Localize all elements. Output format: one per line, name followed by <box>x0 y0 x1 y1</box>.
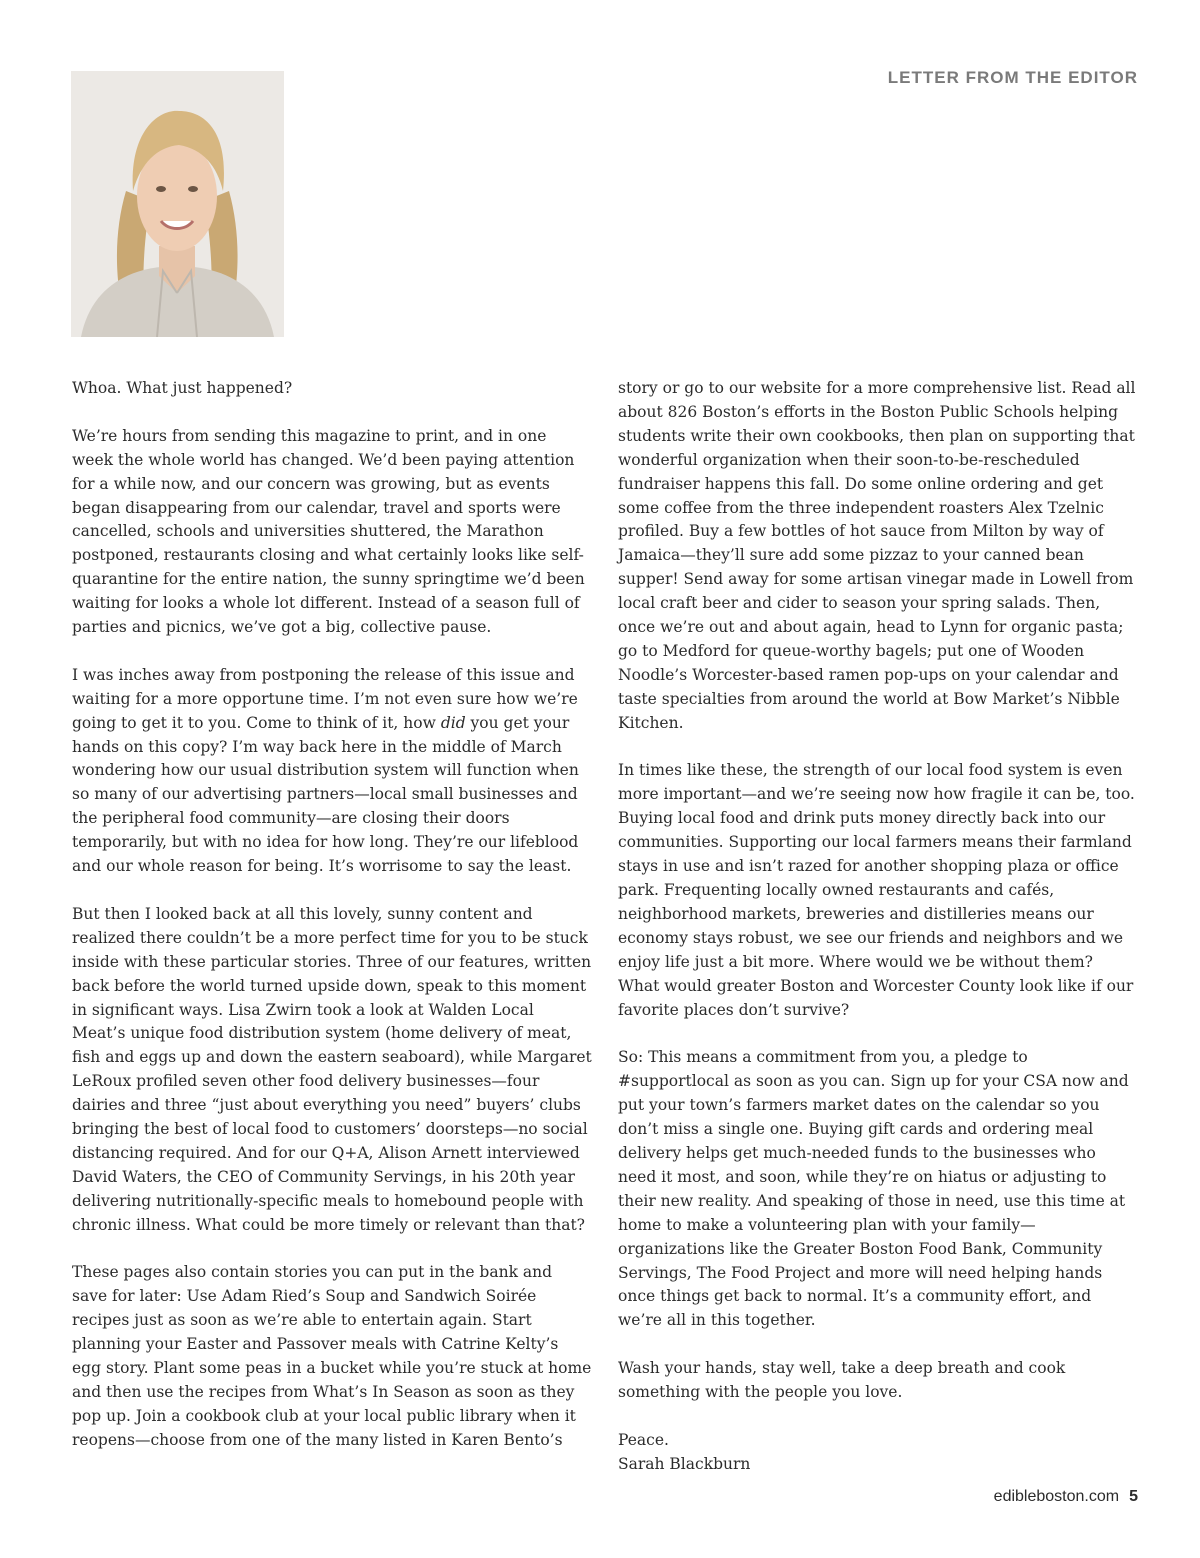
page-number: 5 <box>1129 1488 1138 1505</box>
left-column <box>72 377 592 1453</box>
paragraph <box>72 664 592 879</box>
signoff-block <box>618 1429 1138 1477</box>
emphasis-text: did <box>440 713 466 732</box>
paragraph: Whoa. What just happened? <box>72 379 293 397</box>
paragraph: These pages also contain stories you can put in the bank and save for later: Use Adam Ried’s Soup and Sandwich Soirée recipes just as soon as we’re able to entertain again. Start planning your Easter and Passover meals with Catrine Kelty’s egg story. Plant some peas in a bucket while you’re stuck at home and then use the recipes from What’s In Season as soon as they pop up. Join a cookbook club at your local public library when it reopens—choose from one of the many listed in Karen Bento’s <box>72 1263 592 1449</box>
signoff: Peace. <box>618 1430 669 1449</box>
paragraph: So: This means a commitment from you, a pledge to #supportlocal as soon as you can. Sign up for your CSA now and put your town’s farmers market dates on the calendar so you don’t miss a single one. Buying gift cards and ordering meal delivery helps get much-needed funds to the businesses who need it most, and soon, while they’re on hiatus or adjusting to their new reality. And speaking of those in need, use this time at home to make a volunteering plan with your family—organizations like the Greater Boston Food Bank, Community Servings, The Food Project and more will need helping hands once things get back to normal. It’s a community effort, and we’re all in this together. <box>618 1048 1129 1330</box>
editor-portrait <box>71 71 284 337</box>
text-run: I was inches away from postponing the release of this issue and waiting for a more opportune time. I’m not even sure how we’re going to get it to you. Come to think of it, how <box>72 665 578 732</box>
paragraph: In times like these, the strength of our local food system is even more important—and we’re seeing now how fragile it can be, too. Buying local food and drink puts money directly back into our communities. Supporting our local farmers means their farmland stays in use and isn’t razed for another shopping plaza or office park. Frequenting locally owned restaurants and cafés, neighborhood markets, breweries and distilleries means our economy stays robust, we see our friends and neighbors and we enjoy life just a bit more. Where would we be without them? What would greater Boston and Worcester County look like if our favorite places don’t survive? <box>618 761 1135 1019</box>
text-run: you get your hands on this copy? I’m way back here in the middle of March wondering how our usual distribution system will function when so many of our advertising partners—local small businesses and the peripheral food community—are closing their doors temporarily, but with no idea for how long. They’re our lifeblood and our whole reason for being. It’s worrisome to say the least. <box>72 713 579 876</box>
paragraph: But then I looked back at all this lovely, sunny content and realized there couldn’t be a more perfect time for you to be stuck inside with these particular stories. Three of our features, written back before the world turned upside down, speak to this moment in significant ways. Lisa Zwirn took a look at Walden Local Meat’s unique food distribution system (home delivery of meat, fish and eggs up and down the eastern seaboard), while Margaret LeRoux profiled seven other food delivery businesses—four dairies and three “just about everything you need” buyers’ clubs bringing the best of local food to customers’ doorsteps—no social distancing required. And for our Q+A, Alison Arnett interviewed David Waters, the CEO of Community Servings, in his 20th year delivering nutritionally-specific meals to homebound people with chronic illness. What could be more timely or relevant than that? <box>72 904 592 1234</box>
site-url: edibleboston.com <box>993 1488 1120 1505</box>
page-footer <box>994 1488 1138 1506</box>
paragraph: story or go to our website for a more comprehensive list. Read all about 826 Boston’s efforts in the Boston Public Schools helping students write their own cookbooks, then plan on supporting that wonderful organization when their soon-to-be-rescheduled fundraiser happens this fall. Do some online ordering and get some coffee from the three independent roasters Alex Tzelnic profiled. Buy a few bottles of hot sauce from Milton by way of Jamaica—they’ll sure add some pizzaz to your canned bean supper! Send away for some artisan vinegar made in Lowell from local craft beer and cider to season your spring salads. Then, once we’re out and about again, head to Lynn for organic pasta; go to Medford for queue-worthy bagels; put one of Wooden Noodle’s Worcester-based ramen pop-ups on your calendar and taste specialties from around the world at Bow Market’s Nibble Kitchen. <box>618 379 1136 732</box>
signature: Sarah Blackburn <box>618 1454 751 1473</box>
paragraph: Wash your hands, stay well, take a deep breath and cook something with the people you love. <box>618 1359 1066 1402</box>
section-label: LETTER FROM THE EDITOR <box>887 68 1138 87</box>
right-column <box>618 377 1138 1477</box>
paragraph: We’re hours from sending this magazine to print, and in one week the whole world has changed. We’d been paying attention for a while now, and our concern was growing, but as events began disappearing from our calendar, travel and sports were cancelled, schools and universities shuttered, the Marathon postponed, restaurants closing and what certainly looks like self-quarantine for the entire nation, the sunny springtime we’d been waiting for looks a whole lot different. Instead of a season full of parties and picnics, we’ve got a big, collective pause. <box>72 426 585 637</box>
